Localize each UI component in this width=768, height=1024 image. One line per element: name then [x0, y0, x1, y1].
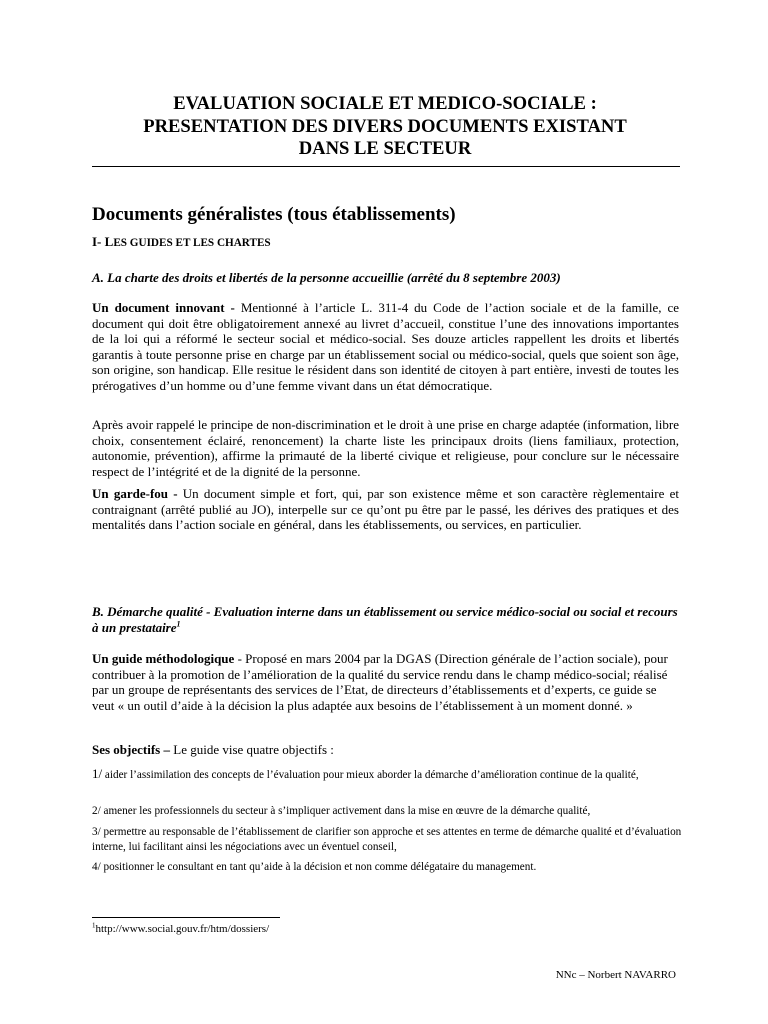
footnote-link[interactable]: http://www.social.gouv.fr/htm/dossiers/	[95, 923, 270, 935]
footnote-divider	[92, 917, 280, 918]
paragraph-text: Mentionné à l’article L. 311-4 du Code de l’action sociale et de la famille, ce document qui doit être obligatoirement annexé au livret d’accueil, constitue l’une des innovations importantes de la loi qui a réformé le secteur social et médico-social. Ses douze articles rappellent les droits et libertés garantis à toute personne prise en charge par un établissement social ou médico-social, quels que soient son âge, son origine, son handicap. Elle resitue le résident dans son identité de citoyen à part entière, investi de toutes les prérogatives d’un homme ou d’une femme vivant dans un état démocratique.	[92, 300, 679, 393]
objective-text: permettre au responsable de l’établissement de clarifier son approche et ses attentes en terme de démarche qualité et d’évaluation interne, lui facilitant ainsi les négociations avec un éventuel conseil,	[92, 826, 682, 853]
objective-text: amener les professionnels du secteur à s’impliquer activement dans la mise en œuvre de la démarche qualité,	[100, 805, 591, 817]
title-divider	[92, 166, 680, 167]
objective-item	[92, 860, 682, 875]
paragraph-guide	[92, 651, 679, 713]
objective-text: aider l’assimilation des concepts de l’évaluation pour mieux aborder la démarche d’amélioration continue de la qualité,	[102, 769, 639, 781]
paragraph-objectifs	[92, 742, 679, 758]
subsection-prefix: I- L	[92, 234, 114, 249]
footnote-number: 1	[92, 921, 96, 930]
paragraph-lead: Un document innovant -	[92, 300, 235, 315]
title-line: EVALUATION SOCIALE ET MEDICO-SOCIALE :	[173, 93, 597, 114]
paragraph-text: - Proposé en mars 2004 par la DGAS (Direction générale de l’action sociale), pour contribuer à la promotion de l’amélioration de la qualité du service rendu dans le champ médico-social; réalisé par un groupe de représentants des services de l’Etat, de directeurs d’établissements et d’experts, ce guide se veut « un outil d’aide à la décision la plus adaptée aux besoins de l’établissement à un moment donné. »	[92, 651, 668, 713]
section-a-heading: A. La charte des droits et libertés de la personne accueillie (arrêté du 8 septembre 2003)	[92, 270, 561, 285]
section-b-heading-text: B. Démarche qualité - Evaluation interne dans un établissement ou service médico-social ou social et recours à un prestataire	[92, 604, 678, 635]
paragraph-lead: Ses objectifs –	[92, 742, 170, 757]
document-title	[92, 93, 678, 161]
title-line: PRESENTATION DES DIVERS DOCUMENTS EXISTANT	[143, 115, 627, 137]
paragraph-text: Le guide vise quatre objectifs :	[170, 742, 334, 757]
paragraph-lead: Un guide méthodologique	[92, 651, 235, 666]
objective-number: 4/	[92, 861, 101, 873]
objective-number: 2/	[92, 805, 101, 817]
objective-item	[92, 766, 682, 783]
subsection-rest: ES GUIDES ET LES CHARTES	[113, 237, 271, 249]
paragraph-charte	[92, 417, 679, 479]
footnote-ref[interactable]: 1	[176, 619, 181, 629]
subsection-heading	[92, 235, 271, 250]
footnote	[92, 922, 269, 936]
paragraph-text: Après avoir rappelé le principe de non-discrimination et le droit à une prise en charge adaptée (information, libre choix, consentement éclairé, renoncement) la charte liste les principaux droits (liens familiaux, protection, autonomie, prévention), affirme la primauté de la liberté civique et religieuse, pour conclure sur le nécessaire respect de l’intégrité et de la dignité de la personne.	[92, 417, 679, 479]
objective-item	[92, 804, 682, 819]
section-heading: Documents généralistes (tous établissements)	[92, 204, 456, 225]
paragraph-lead: Un garde-fou -	[92, 486, 178, 501]
objective-number: 3/	[92, 826, 101, 838]
section-b-heading	[92, 604, 680, 635]
paragraph-text: Un document simple et fort, qui, par son existence même et son caractère règlementaire et contraignant (arrêté publié au JO), interpelle sur ce qu’ont pu être par le passé, les dérives des pratiques et des mentalités dans l’action sociale en général, dans les établissements, ou services, en particulier.	[92, 486, 679, 533]
objective-item	[92, 825, 682, 855]
title-line: DANS LE SECTEUR	[298, 138, 472, 159]
objective-number: 1/	[92, 766, 103, 781]
paragraph-garde-fou	[92, 486, 679, 533]
page-footer: NNc – Norbert NAVARRO	[555, 969, 676, 981]
paragraph-innovant	[92, 300, 679, 394]
objective-text: positionner le consultant en tant qu’aide à la décision et non comme délégataire du management.	[100, 861, 537, 873]
